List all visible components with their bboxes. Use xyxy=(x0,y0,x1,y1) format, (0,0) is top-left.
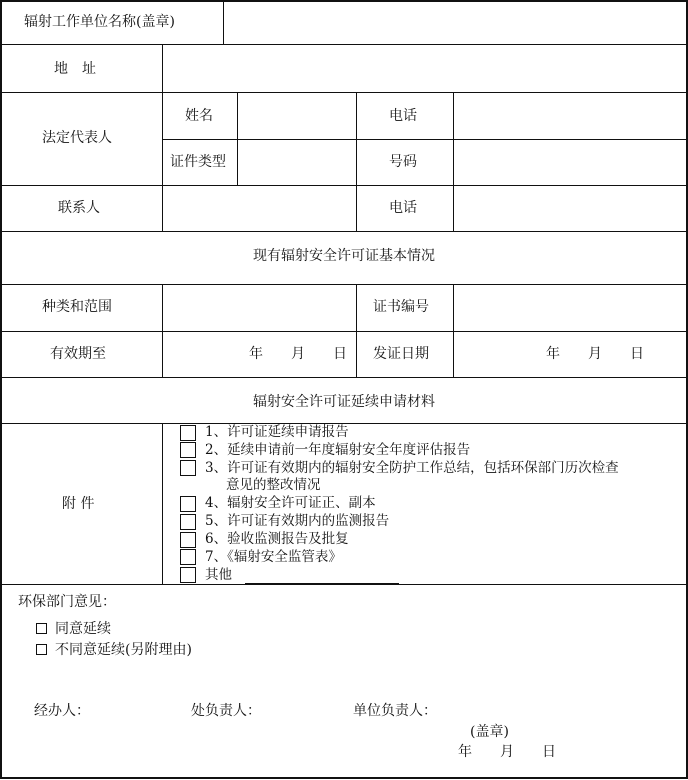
dept-head-label: 处负责人： xyxy=(191,703,261,719)
attachment-item-3: 3、许可证有效期内的辐射安全防护工作总结，包括环保部门历次检查 xyxy=(205,460,619,476)
number-input[interactable] xyxy=(454,140,686,185)
name-label: 姓名 xyxy=(185,108,213,124)
attachment-item-other: 其他 xyxy=(205,567,232,583)
col-line-c1 xyxy=(356,92,357,231)
attachment-item-1: 1、许可证延续申请报告 xyxy=(205,424,349,440)
attachment-item-6: 6、验收监测报告及批复 xyxy=(205,531,349,547)
attachment-checkbox-other[interactable] xyxy=(180,567,196,583)
attachment-label: 附 件 xyxy=(62,496,95,512)
seal-label: (盖章) xyxy=(470,724,509,740)
attachment-item-3-cont: 意见的整改情况 xyxy=(226,477,321,493)
border-left xyxy=(0,0,2,779)
sign-date[interactable]: 年 月 日 xyxy=(458,744,556,760)
materials-section-title: 辐射安全许可证延续申请材料 xyxy=(253,394,435,410)
disagree-checkbox[interactable] xyxy=(36,644,47,655)
unit-name-input[interactable] xyxy=(224,2,686,44)
address-input[interactable] xyxy=(163,45,686,92)
valid-until-label: 有效期至 xyxy=(50,346,106,362)
attachment-checkbox-1[interactable] xyxy=(180,425,196,441)
env-opinion-label: 环保部门意见： xyxy=(18,594,116,610)
attachment-item-4: 4、辐射安全许可证正、副本 xyxy=(205,495,376,511)
attachment-item-7: 7、《辐射安全监管表》 xyxy=(205,549,342,565)
disagree-option[interactable] xyxy=(36,641,192,659)
border-bottom xyxy=(0,777,688,779)
row-line-10 xyxy=(0,584,688,585)
attachment-checkbox-3[interactable] xyxy=(180,460,196,476)
other-underline[interactable] xyxy=(245,583,399,584)
phone-input[interactable] xyxy=(454,93,686,139)
scope-label: 种类和范围 xyxy=(42,299,112,315)
handler-label: 经办人： xyxy=(34,703,90,719)
attachment-checkbox-5[interactable] xyxy=(180,514,196,530)
issue-date-label: 发证日期 xyxy=(373,346,429,362)
row-line-8 xyxy=(0,377,688,378)
col-line-c2 xyxy=(356,284,357,377)
phone-label: 电话 xyxy=(389,108,417,124)
agree-checkbox[interactable] xyxy=(36,623,47,634)
row-line-7 xyxy=(0,331,688,332)
license-section-title: 现有辐射安全许可证基本情况 xyxy=(253,248,435,264)
row-line-5 xyxy=(0,231,688,232)
cert-no-label: 证书编号 xyxy=(373,299,429,315)
attachment-checkbox-2[interactable] xyxy=(180,442,196,458)
number-label: 号码 xyxy=(389,154,417,170)
address-label: 地 址 xyxy=(54,61,96,77)
attachment-checkbox-7[interactable] xyxy=(180,549,196,565)
contact-phone-input[interactable] xyxy=(454,186,686,231)
unit-name-label: 辐射工作单位名称(盖章) xyxy=(24,14,175,30)
name-input[interactable] xyxy=(238,93,356,139)
unit-head-label: 单位负责人： xyxy=(353,703,437,719)
contact-label: 联系人 xyxy=(58,200,100,216)
attachment-checkbox-6[interactable] xyxy=(180,532,196,548)
legal-rep-label: 法定代表人 xyxy=(42,130,112,146)
attachment-item-2: 2、延续申请前一年度辐射安全年度评估报告 xyxy=(205,442,471,458)
agree-option[interactable] xyxy=(36,620,111,638)
id-type-input[interactable] xyxy=(238,140,356,185)
attachment-checkbox-4[interactable] xyxy=(180,496,196,512)
id-type-label: 证件类型 xyxy=(170,154,226,170)
scope-input[interactable] xyxy=(163,285,356,331)
valid-until-date[interactable]: 年 月 日 xyxy=(249,346,347,362)
contact-input[interactable] xyxy=(163,186,356,231)
disagree-label: 不同意延续(另附理由) xyxy=(55,642,192,658)
attachment-item-5: 5、许可证有效期内的监测报告 xyxy=(205,513,390,529)
cert-no-input[interactable] xyxy=(454,285,686,331)
issue-date[interactable]: 年 月 日 xyxy=(546,346,644,362)
agree-label: 同意延续 xyxy=(55,621,111,637)
col-line-a3 xyxy=(162,423,163,584)
contact-phone-label: 电话 xyxy=(389,200,417,216)
